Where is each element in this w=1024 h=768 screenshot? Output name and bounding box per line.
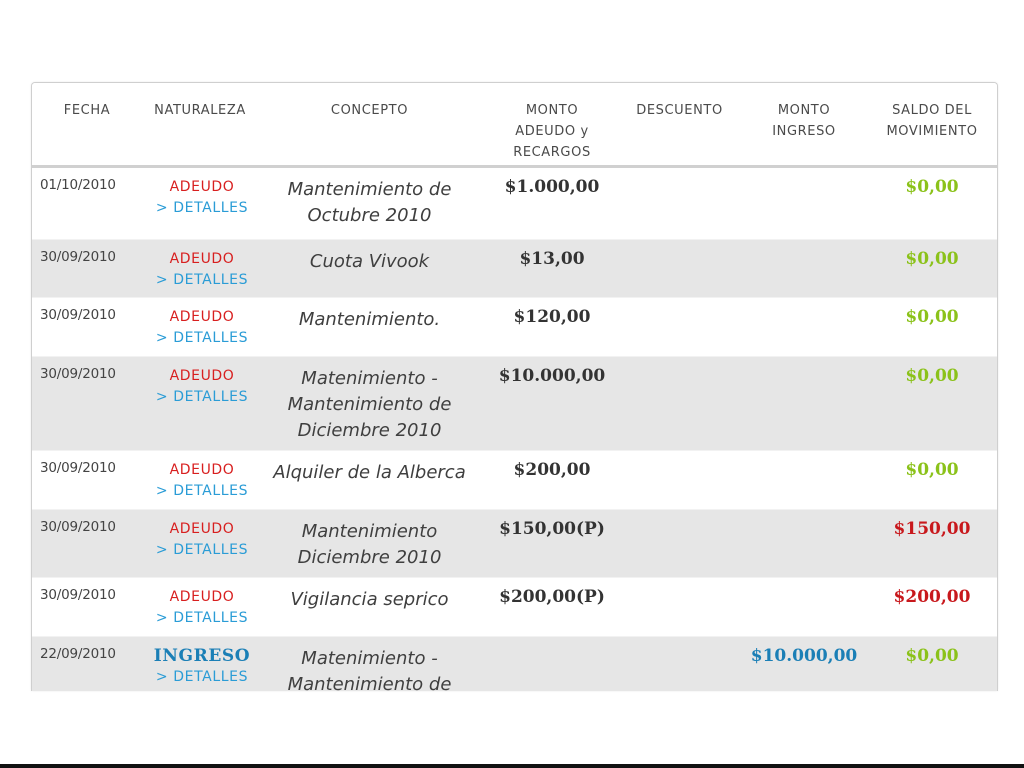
concepto-cell: Alquiler de la Alberca: [273, 462, 466, 483]
naturaleza-cell: [142, 587, 262, 629]
header-monto-adeudo: MONTO ADEUDO y RECARGOS: [513, 103, 591, 160]
naturaleza-cell: [142, 366, 262, 408]
concepto-cell: Cuota Vivook: [309, 251, 430, 272]
tipo-label: ADEUDO: [169, 179, 235, 195]
concepto-cell: Mantenimiento Diciembre 2010: [297, 521, 442, 568]
saldo-cell: $0,00: [905, 646, 959, 666]
table-row: [32, 168, 997, 240]
monto-adeudo-cell: $150,00(P): [499, 519, 605, 539]
fecha-cell: 30/09/2010: [40, 249, 116, 265]
fecha-cell: 22/09/2010: [40, 646, 116, 662]
fecha-cell: 30/09/2010: [40, 519, 116, 535]
header-saldo: SALDO DEL MOVIMIENTO: [886, 103, 978, 139]
detalles-link[interactable]: > DETALLES: [155, 669, 249, 685]
tipo-label: INGRESO: [153, 646, 251, 666]
monto-adeudo-cell: $120,00: [513, 307, 591, 327]
naturaleza-cell: [142, 519, 262, 561]
tipo-label: ADEUDO: [169, 309, 235, 325]
monto-adeudo-cell: $13,00: [519, 249, 585, 269]
saldo-cell: $150,00: [893, 519, 971, 539]
table-row: [32, 510, 997, 578]
fecha-cell: 30/09/2010: [40, 366, 116, 382]
fecha-cell: 01/10/2010: [40, 177, 116, 193]
monto-adeudo-cell: $1.000,00: [504, 177, 600, 197]
table-header: [32, 83, 997, 168]
naturaleza-cell: [142, 307, 262, 349]
tipo-label: ADEUDO: [169, 462, 235, 478]
concepto-cell: Vigilancia seprico: [290, 589, 449, 610]
tipo-label: ADEUDO: [169, 368, 235, 384]
saldo-cell: $0,00: [905, 307, 959, 327]
monto-ingreso-cell: $10.000,00: [750, 646, 858, 666]
detalles-link[interactable]: > DETALLES: [155, 272, 249, 288]
bottom-divider: [0, 764, 1024, 768]
detalles-link[interactable]: > DETALLES: [155, 483, 249, 499]
tipo-label: ADEUDO: [169, 589, 235, 605]
monto-adeudo-cell: $200,00: [513, 460, 591, 480]
detalles-link[interactable]: > DETALLES: [155, 200, 249, 216]
detalles-link[interactable]: > DETALLES: [155, 542, 249, 558]
fecha-cell: 30/09/2010: [40, 460, 116, 476]
concepto-cell: Matenimiento - Mantenimiento de: [287, 648, 452, 691]
fecha-cell: 30/09/2010: [40, 307, 116, 323]
table-row: [32, 240, 997, 298]
concepto-cell: Mantenimiento de Octubre 2010: [287, 179, 452, 226]
table-row: [32, 451, 997, 510]
naturaleza-cell: [142, 460, 262, 502]
saldo-cell: $0,00: [905, 249, 959, 269]
monto-adeudo-cell: $10.000,00: [498, 366, 606, 386]
header-naturaleza: NATURALEZA: [154, 103, 246, 118]
movements-table: [31, 82, 998, 691]
header-fecha: FECHA: [63, 103, 111, 118]
table-row: [32, 578, 997, 637]
table-row: [32, 298, 997, 357]
naturaleza-cell: [142, 249, 262, 291]
saldo-cell: $0,00: [905, 366, 959, 386]
monto-adeudo-cell: $200,00(P): [499, 587, 605, 607]
concepto-cell: Matenimiento - Mantenimiento de Diciembre 2010: [287, 368, 452, 441]
detalles-link[interactable]: > DETALLES: [155, 389, 249, 405]
table-body: [32, 168, 997, 691]
concepto-cell: Mantenimiento.: [298, 309, 441, 330]
saldo-cell: $0,00: [905, 177, 959, 197]
saldo-cell: $200,00: [893, 587, 971, 607]
tipo-label: ADEUDO: [169, 251, 235, 267]
saldo-cell: $0,00: [905, 460, 959, 480]
table-row: [32, 637, 997, 691]
naturaleza-cell: [142, 177, 262, 219]
detalles-link[interactable]: > DETALLES: [155, 330, 249, 346]
header-concepto: CONCEPTO: [330, 103, 409, 118]
header-monto-ingreso: MONTO INGRESO: [772, 103, 836, 139]
header-descuento: DESCUENTO: [636, 103, 723, 118]
detalles-link[interactable]: > DETALLES: [155, 610, 249, 626]
fecha-cell: 30/09/2010: [40, 587, 116, 603]
tipo-label: ADEUDO: [169, 521, 235, 537]
table-row: [32, 357, 997, 451]
naturaleza-cell: [142, 646, 262, 688]
